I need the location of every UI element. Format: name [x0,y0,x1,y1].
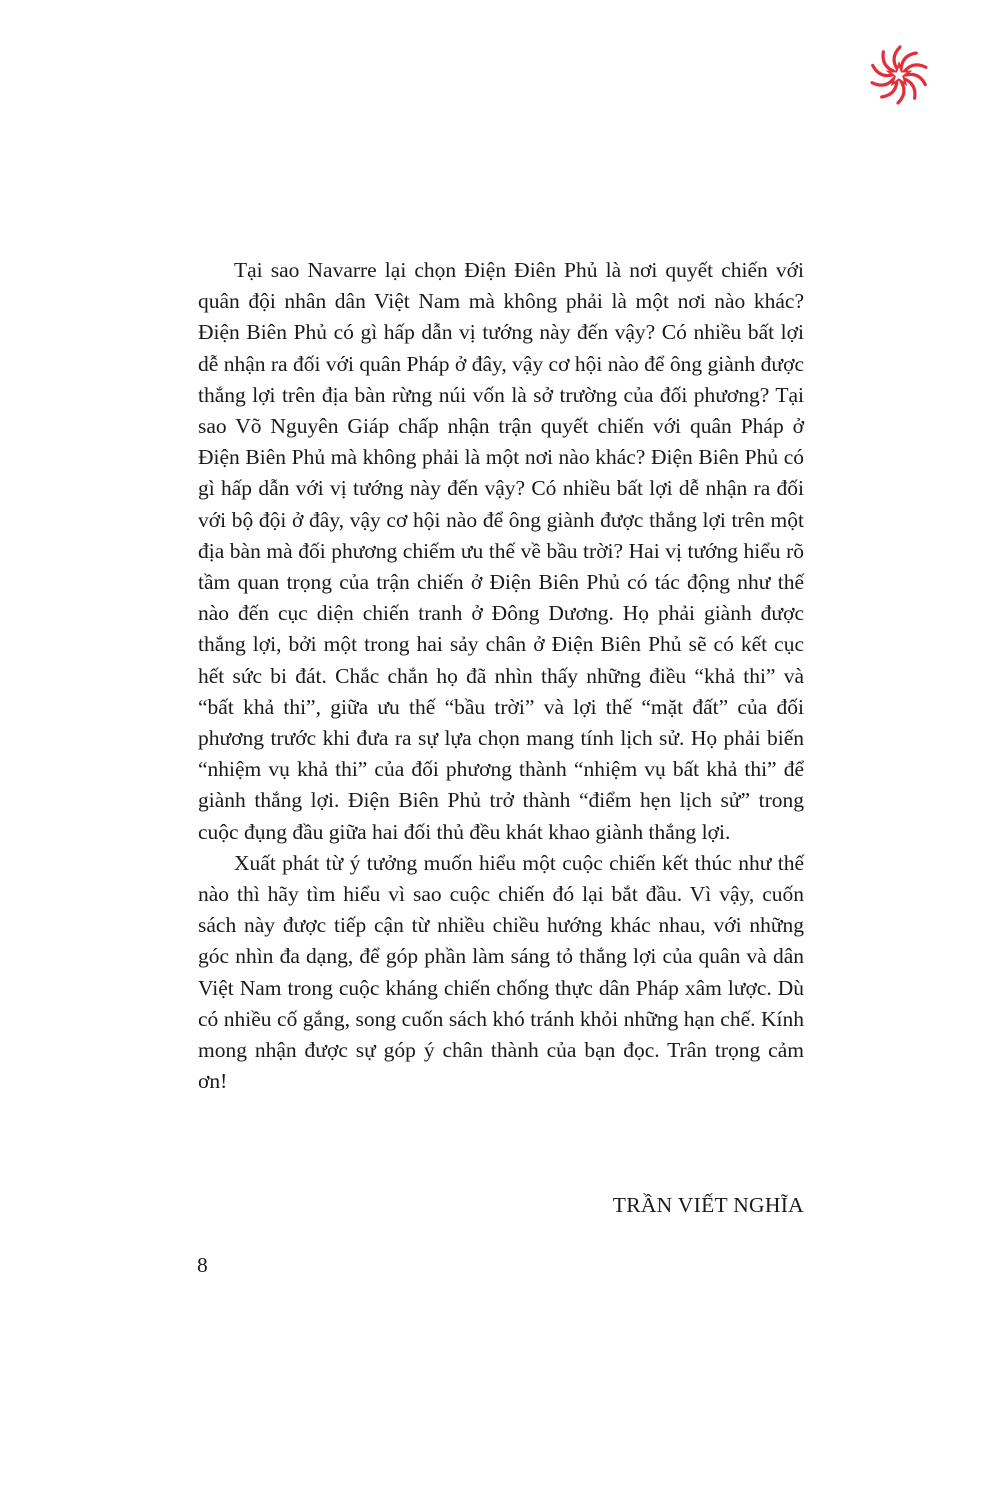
logo-petal [883,52,893,71]
paragraph-1: Tại sao Navarre lại chọn Điện Điên Phủ là nơi quyết chiến với quân đội nhân dân Việt Nam mà không phải là một nơi nào khác? Điện Biên Phủ có gì hấp dẫn vị tướng này đến vậy? Có nhiều bất lợi dễ nhận ra đối với quân Pháp ở đây, vậy cơ hội nào để ông giành được thắng lợi trên địa bàn rừng núi vốn là sở trường của đối phương? Tại sao Võ Nguyên Giáp chấp nhận trận quyết chiến với quân Pháp ở Điện Biên Phủ mà không phải là một nơi nào khác? Điện Biên Phủ có gì hấp dẫn với vị tướng này đến vậy? Có nhiều bất lợi dễ nhận ra đối với bộ đội ở đây, vậy cơ hội nào để ông giành được thắng lợi trên một địa bàn mà đối phương chiếm ưu thế về bầu trời? Hai vị tướng hiểu rõ tầm quan trọng của trận chiến ở Điện Biên Phủ có tác động như thế nào đến cục diện chiến tranh ở Đông Dương. Họ phải giành được thắng lợi, bởi một trong hai sảy chân ở Điện Biên Phủ sẽ có kết cục hết sức bi đát. Chắc chắn họ đã nhìn thấy những điều “khả thi” và “bất khả thi”, giữa ưu thế “bầu trời” và lợi thế “mặt đất” của đối phương trước khi đưa ra sự lựa chọn mang tính lịch sử. Họ phải biến “nhiệm vụ khả thi” của đối phương thành “nhiệm vụ bất khả thi” để giành thắng lợi. Điện Biên Phủ trở thành “điểm hẹn lịch sử” trong cuộc đụng đầu giữa hai đối thủ đều khát khao giành thắng lợi. [198,258,804,844]
body-text [198,255,804,1097]
logo-petal [872,79,893,85]
star-burst-icon [868,44,930,106]
paragraph-2: Xuất phát từ ý tưởng muốn hiểu một cuộc chiến kết thúc như thế nào thì hãy tìm hiểu vì sao cuộc chiến đó lại bắt đầu. Vì vậy, cuốn sách này được tiếp cận từ nhiều chiều hướng khác nhau, với những góc nhìn đa dạng, để góp phần làm sáng tỏ thắng lợi của quân và dân Việt Nam trong cuộc kháng chiến chống thực dân Pháp xâm lược. Dù có nhiều cố gắng, song cuốn sách khó tránh khỏi những hạn chế. Kính mong nhận được sự góp ý chân thành của bạn đọc. Trân trọng cảm ơn! [198,850,804,1094]
author-signature: TRẦN VIẾT NGHĨA [612,1193,804,1217]
page-number: 8 [197,1253,208,1277]
logo-petal [905,65,926,71]
logo-petal [905,79,915,98]
publisher-star-logo-icon [868,44,930,106]
logo-petal [898,82,904,103]
